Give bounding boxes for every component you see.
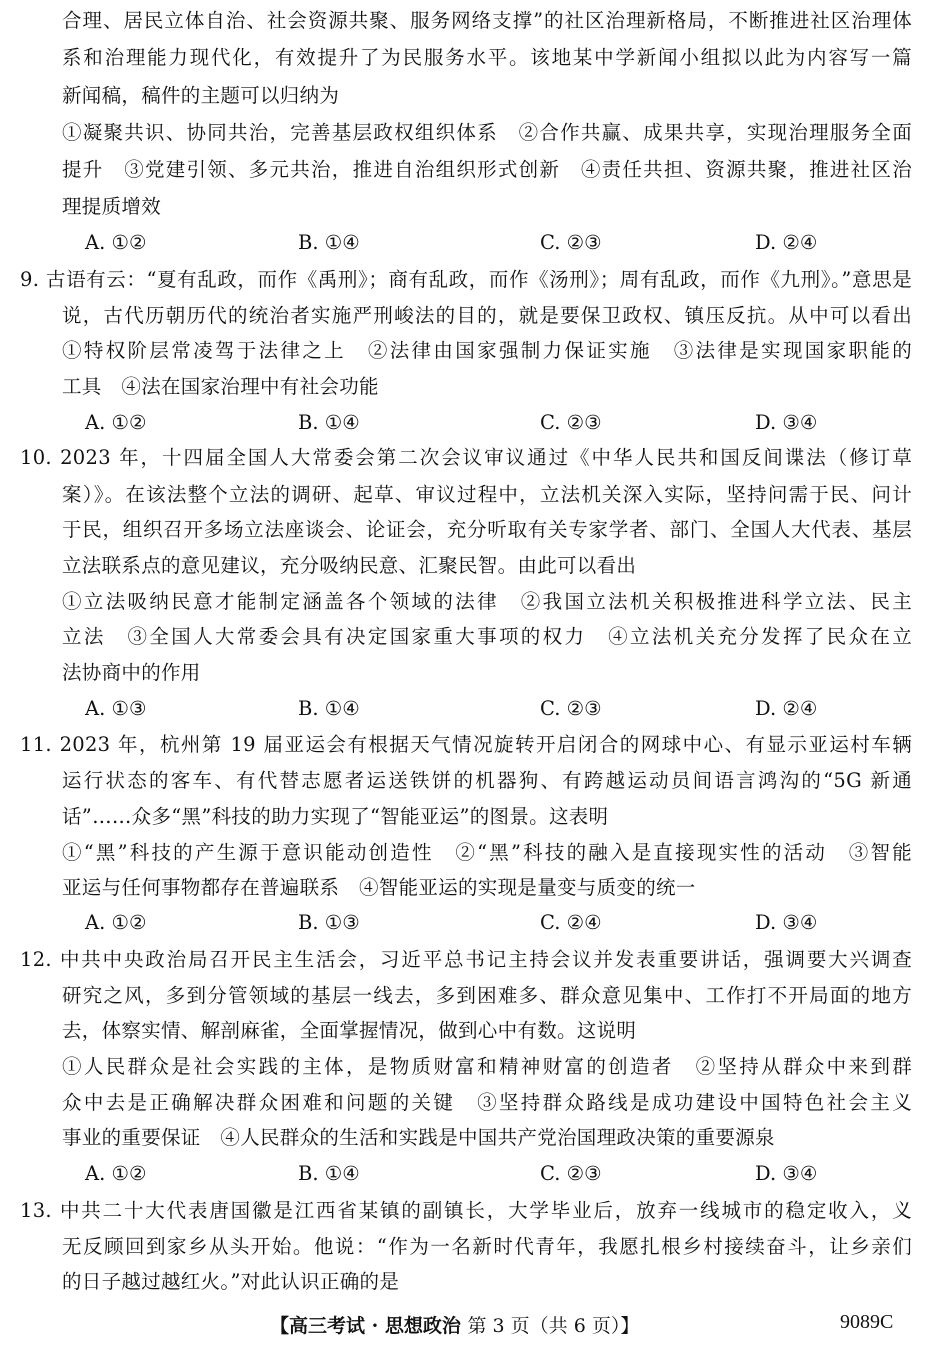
exam-title: 【高三考试 · 思想政治 bbox=[270, 1315, 461, 1337]
option-c: C. ②③ bbox=[540, 1162, 602, 1185]
option-a: A. ①③ bbox=[85, 697, 147, 720]
option-b: B. ①④ bbox=[298, 697, 360, 720]
statement-line: 亚运与任何事物都存在普遍联系 ④智能亚运的实现是量变与质变的统一 bbox=[62, 876, 696, 899]
text-line: 的日子越过越红火。”对此认识正确的是 bbox=[62, 1270, 400, 1293]
option-d: D. ③④ bbox=[755, 1162, 818, 1185]
option-b: B. ①④ bbox=[298, 411, 360, 434]
statement-line: ①人民群众是社会实践的主体，是物质财富和精神财富的创造者 ②坚持从群众中来到群 bbox=[62, 1055, 912, 1078]
question-9-stem: 9. 古语有云：“夏有乱政，而作《禹刑》；商有乱政，而作《汤刑》；周有乱政，而作《九刑》。”意思是 bbox=[20, 268, 912, 291]
text-line: 新闻稿，稿件的主题可以归纳为 bbox=[62, 84, 340, 107]
option-b: B. ①④ bbox=[298, 231, 360, 254]
option-c: C. ②③ bbox=[540, 411, 602, 434]
option-c: C. ②③ bbox=[540, 231, 602, 254]
text-line: 于民，组织召开多场立法座谈会、论证会，充分听取有关专家学者、部门、全国人大代表、基层 bbox=[62, 518, 912, 541]
statement-line: 提升 ③党建引领、多元共治，推进自治组织形式创新 ④责任共担、资源共聚，推进社区治 bbox=[62, 158, 912, 181]
statement-line: 法协商中的作用 bbox=[62, 661, 201, 684]
text-line: 去，体察实情、解剖麻雀，全面掌握情况，做到心中有数。这说明 bbox=[62, 1019, 637, 1042]
options-row bbox=[85, 1156, 885, 1192]
statement-line: 工具 ④法在国家治理中有社会功能 bbox=[62, 375, 379, 398]
page-number: 第 3 页（共 6 页）】 bbox=[467, 1315, 640, 1337]
statement-line: ①立法吸纳民意才能制定涵盖各个领域的法律 ②我国立法机关积极推进科学立法、民主 bbox=[62, 590, 912, 613]
options-row bbox=[85, 405, 885, 441]
statement-line: ①凝聚共识、协同共治，完善基层政权组织体系 ②合作共赢、成果共享，实现治理服务全面 bbox=[62, 121, 912, 144]
question-10-stem: 10. 2023 年，十四届全国人大常委会第二次会议审议通过《中华人民共和国反间谍法（修订草 bbox=[20, 446, 912, 469]
question-11-stem: 11. 2023 年，杭州第 19 届亚运会有根据天气情况旋转开启闭合的网球中心、有显示亚运村车辆 bbox=[20, 733, 912, 756]
page-footer bbox=[0, 1303, 950, 1343]
option-b: B. ①④ bbox=[298, 1162, 360, 1185]
text-line: 说，古代历朝历代的统治者实施严刑峻法的目的，就是要保卫政权、镇压反抗。从中可以看出 bbox=[62, 304, 912, 327]
text-line: 案）》。在该法整个立法的调研、起草、审议过程中，立法机关深入实际，坚持问需于民、问计 bbox=[62, 483, 912, 506]
statement-line: 众中去是正确解决群众困难和问题的关键 ③坚持群众路线是成功建设中国特色社会主义 bbox=[62, 1091, 912, 1114]
text-line: 立法联系点的意见建议，充分吸纳民意、汇聚民智。由此可以看出 bbox=[62, 554, 637, 577]
question-13-stem: 13. 中共二十大代表唐国徽是江西省某镇的副镇长，大学毕业后，放弃一线城市的稳定收入，义 bbox=[20, 1199, 912, 1222]
option-d: D. ③④ bbox=[755, 411, 818, 434]
option-d: D. ②④ bbox=[755, 697, 818, 720]
text-line: 无反顾回到家乡从头开始。他说：“作为一名新时代青年，我愿扎根乡村接续奋斗，让乡亲们 bbox=[62, 1235, 912, 1258]
option-a: A. ①② bbox=[85, 231, 147, 254]
option-b: B. ①③ bbox=[298, 911, 360, 934]
statement-line: 事业的重要保证 ④人民群众的生活和实践是中国共产党治国理政决策的重要源泉 bbox=[62, 1126, 775, 1149]
statement-line: ①特权阶层常凌驾于法律之上 ②法律由国家强制力保证实施 ③法律是实现国家职能的 bbox=[62, 339, 912, 362]
options-row bbox=[85, 905, 885, 941]
option-d: D. ③④ bbox=[755, 911, 818, 934]
paper-code: 9089C bbox=[840, 1311, 894, 1333]
statement-line: ①“黑”科技的产生源于意识能动创造性 ②“黑”科技的融入是直接现实性的活动 ③智能 bbox=[62, 841, 912, 864]
text-line: 话”……众多“黑”科技的助力实现了“智能亚运”的图景。这表明 bbox=[62, 805, 609, 828]
option-a: A. ①② bbox=[85, 911, 147, 934]
text-line: 运行状态的客车、有代替志愿者运送铁饼的机器狗、有跨越运动员间语言鸿沟的“5G 新通 bbox=[62, 769, 912, 792]
options-row bbox=[85, 691, 885, 727]
option-a: A. ①② bbox=[85, 1162, 147, 1185]
text-line: 合理、居民立体自治、社会资源共聚、服务网络支撑”的社区治理新格局，不断推进社区治理体 bbox=[62, 9, 912, 32]
option-c: C. ②④ bbox=[540, 911, 602, 934]
options-row bbox=[85, 225, 885, 261]
option-a: A. ①② bbox=[85, 411, 147, 434]
question-12-stem: 12. 中共中央政治局召开民主生活会，习近平总书记主持会议并发表重要讲话，强调要大兴调查 bbox=[20, 948, 912, 971]
option-c: C. ②③ bbox=[540, 697, 602, 720]
text-line: 系和治理能力现代化，有效提升了为民服务水平。该地某中学新闻小组拟以此为内容写一篇 bbox=[62, 46, 912, 69]
text-line: 研究之风，多到分管领域的基层一线去，多到困难多、群众意见集中、工作打不开局面的地方 bbox=[62, 984, 912, 1007]
statement-line: 理提质增效 bbox=[62, 195, 162, 218]
footer-label bbox=[270, 1311, 639, 1338]
statement-line: 立法 ③全国人大常委会具有决定国家重大事项的权力 ④立法机关充分发挥了民众在立 bbox=[62, 625, 912, 648]
option-d: D. ②④ bbox=[755, 231, 818, 254]
